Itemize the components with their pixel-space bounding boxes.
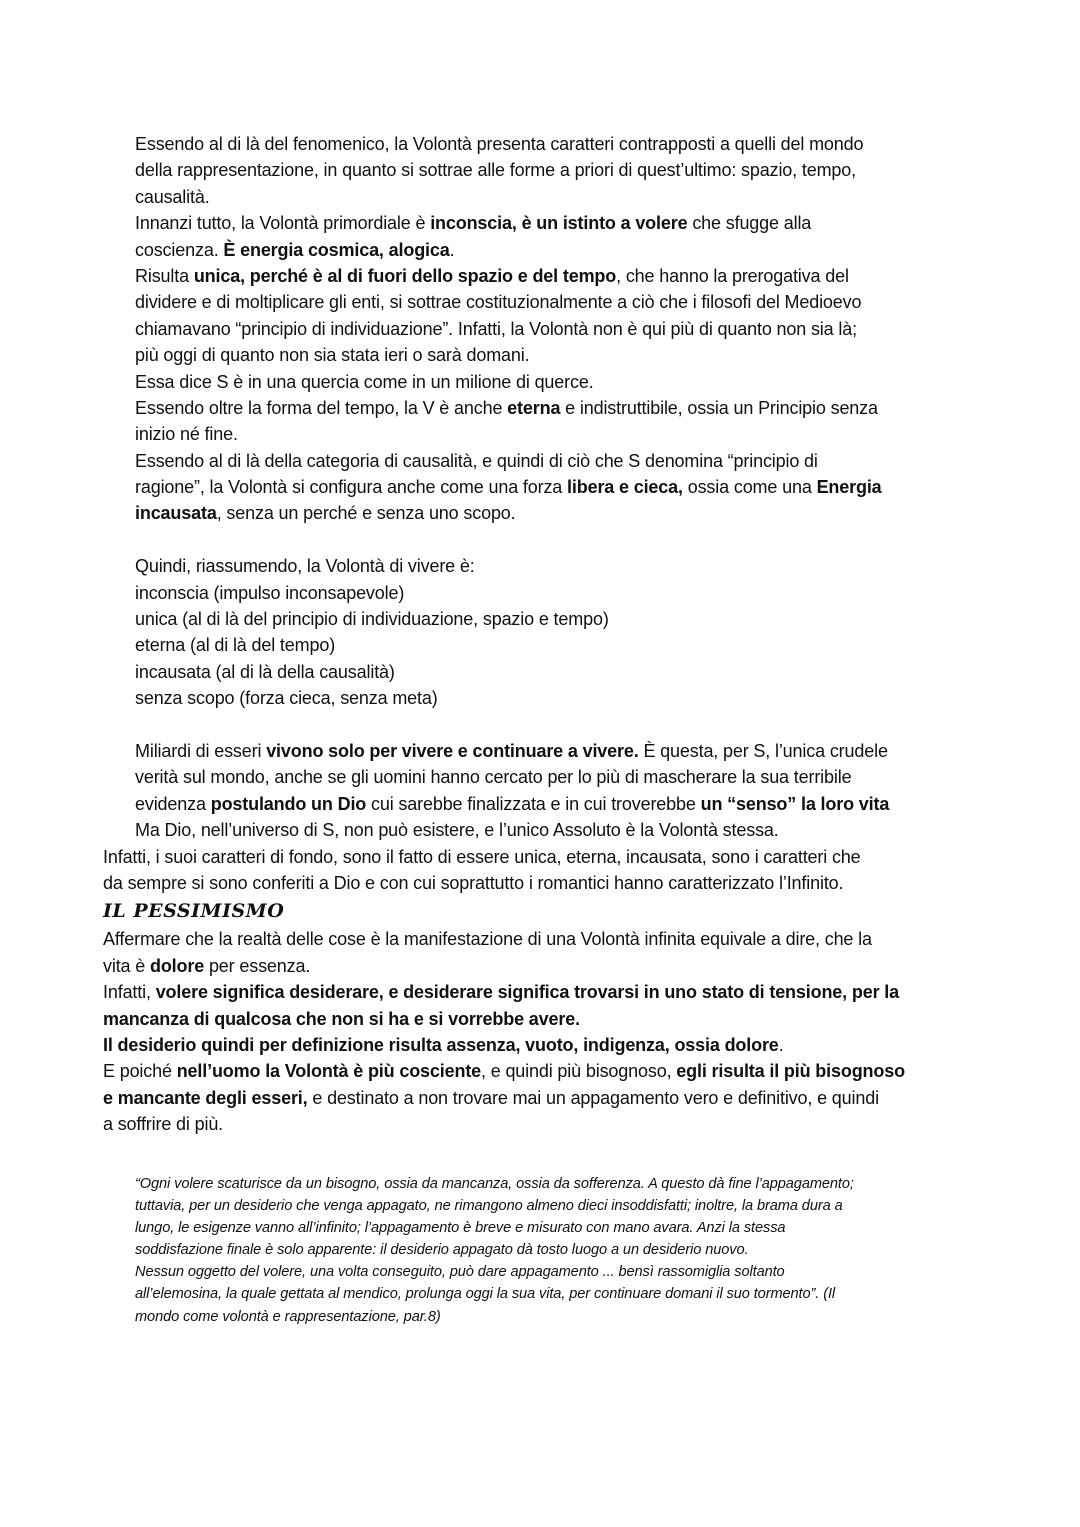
text-line xyxy=(135,342,1080,368)
text-line xyxy=(135,1261,854,1283)
text-line xyxy=(103,1085,1080,1111)
bold-text: un “senso” la loro vita xyxy=(700,793,890,814)
text: Essa dice S è in una quercia come in un milione di querce. xyxy=(135,371,594,392)
text: Nessun oggetto del volere, una volta conseguito, può dare appagamento ... bensì rassomiglia soltanto xyxy=(135,1264,785,1281)
text: unica (al di là del principio di individuazione, spazio e tempo) xyxy=(135,609,609,630)
text: della rappresentazione, in quanto si sottrae alle forme a priori di quest’ultimo: spazio, tempo, xyxy=(135,160,856,181)
text: dividere e di moltiplicare gli enti, si sottrae costituzionalmente a ciò che i filosofi del Medioevo xyxy=(135,292,862,313)
text: E poiché xyxy=(103,1061,177,1082)
spacer xyxy=(0,712,1080,738)
text: a soffrire di più. xyxy=(103,1114,224,1135)
text: , e quindi più bisognoso, xyxy=(481,1061,677,1082)
text-line xyxy=(135,791,1080,817)
text-line xyxy=(135,500,1080,526)
bold-text: È energia cosmica, alogica xyxy=(223,239,450,260)
text-line xyxy=(135,421,1080,447)
paragraph-volonta-caratteri xyxy=(0,131,1080,527)
bold-text: unica, perché è al di fuori dello spazio e del tempo xyxy=(193,265,617,286)
text-line xyxy=(135,263,1080,289)
bold-text: incausata xyxy=(135,503,217,524)
paragraph-caratteri-di-fondo xyxy=(0,844,1080,897)
text: Innanzi tutto, la Volontà primordiale è xyxy=(135,213,431,234)
text-line xyxy=(135,1195,854,1217)
text: eterna (al di là del tempo) xyxy=(135,635,336,656)
text: “Ogni volere scaturisce da un bisogno, ossia da mancanza, ossia da sofferenza. A questo dà fine l’appagamento; xyxy=(135,1176,854,1192)
text: inconscia (impulso inconsapevole) xyxy=(135,582,405,603)
text: Risulta xyxy=(135,265,194,286)
text: che sfugge alla xyxy=(687,213,812,234)
text: verità sul mondo, anche se gli uomini hanno cercato per lo più di mascherare la sua terribile xyxy=(135,767,852,788)
text-line xyxy=(135,553,1080,579)
text: all’elemosina, la quale gettata al mendico, prolunga oggi la sua vita, per continuare domani il suo tormento”. (Il xyxy=(135,1286,836,1303)
text: . xyxy=(778,1034,784,1055)
text-line xyxy=(135,1306,854,1328)
text: da sempre si sono conferiti a Dio e con cui soprattutto i romantici hanno caratterizzato l’Infinito. xyxy=(103,872,844,893)
text: e destinato a non trovare mai un appagamento vero e definitivo, e quindi xyxy=(307,1087,879,1108)
bold-text: dolore xyxy=(149,955,205,976)
text: cui sarebbe finalizzata e in cui troverebbe xyxy=(366,793,701,814)
bold-text: inconscia, è un istinto a volere xyxy=(430,213,688,234)
text: , che hanno la prerogativa del xyxy=(616,265,849,286)
paragraph-riassunto xyxy=(0,553,1080,711)
bold-text: Il desiderio quindi per definizione risulta assenza, vuoto, indigenza, ossia dolore xyxy=(103,1034,779,1055)
paragraph-pessimismo xyxy=(0,926,1080,1137)
text: evidenza xyxy=(135,793,211,814)
text: lungo, le esigenze vanno all’infinito; l’appagamento è breve e misurato con mano avara. Anzi la stessa xyxy=(135,1220,786,1237)
text: Essendo al di là della categoria di causalità, e quindi di ciò che S denomina “principio di xyxy=(135,450,818,471)
text: mondo come volontà e rappresentazione, par.8) xyxy=(135,1308,441,1325)
text-line xyxy=(103,1006,1080,1032)
text-line xyxy=(135,184,1080,210)
text-line xyxy=(103,870,1080,896)
bold-text: mancanza di qualcosa che non si ha e si vorrebbe avere. xyxy=(103,1008,580,1029)
text: . xyxy=(449,239,455,260)
text: per essenza. xyxy=(204,955,311,976)
text: Miliardi di esseri xyxy=(135,740,267,761)
text-line xyxy=(135,474,1080,500)
text-line xyxy=(135,237,1080,263)
text-line xyxy=(135,764,1080,790)
text-line xyxy=(135,1239,854,1261)
text: Ma Dio, nell’universo di S, non può esistere, e l’unico Assoluto è la Volontà stessa. xyxy=(135,820,779,841)
text-line xyxy=(135,157,1080,183)
bold-text: e mancante degli esseri, xyxy=(103,1087,308,1108)
text: incausata (al di là della causalità) xyxy=(135,661,395,682)
text-line xyxy=(103,953,1080,979)
text-line xyxy=(135,369,1080,395)
text-line xyxy=(135,316,1080,342)
text-line xyxy=(135,210,1080,236)
text: , senza un perché e senza uno scopo. xyxy=(216,503,516,524)
text-line xyxy=(135,738,1080,764)
text-line xyxy=(103,1111,1080,1137)
text-line xyxy=(135,817,1080,843)
text: chiamavano “principio di individuazione”. Infatti, la Volontà non è qui più di quanto non sia là; xyxy=(135,318,857,339)
text: Essendo oltre la forma del tempo, la V è anche xyxy=(135,397,508,418)
text-line xyxy=(135,685,1080,711)
text-line xyxy=(103,926,1080,952)
text: vita è xyxy=(103,955,150,976)
quotation-block xyxy=(135,1173,854,1328)
text-line xyxy=(135,1217,854,1239)
bold-text: libera e cieca, xyxy=(567,477,683,498)
text-line xyxy=(103,979,1080,1005)
text-line xyxy=(135,395,1080,421)
section-heading-pessimismo: IL PESSIMISMO xyxy=(103,900,285,923)
text-line xyxy=(103,844,1080,870)
text-line xyxy=(103,1032,1080,1058)
bold-text: eterna xyxy=(507,397,561,418)
text: senza scopo (forza cieca, senza meta) xyxy=(135,688,438,709)
paragraph-miliardi-di-esseri xyxy=(0,738,1080,844)
text-line xyxy=(135,1173,854,1195)
text-line xyxy=(103,1058,1080,1084)
text: causalità. xyxy=(135,186,210,207)
text-line xyxy=(135,606,1080,632)
text-line xyxy=(135,580,1080,606)
bold-text: vivono solo per vivere e continuare a vivere. xyxy=(266,740,639,761)
text-line xyxy=(135,448,1080,474)
text-line xyxy=(135,632,1080,658)
text-line xyxy=(135,1283,854,1305)
text: ragione”, la Volontà si configura anche come una forza xyxy=(135,477,568,498)
text: tuttavia, per un desiderio che venga appagato, ne rimangono almeno dieci insoddisfatti; inoltre, la brama dura a xyxy=(135,1198,843,1215)
text: ossia come una xyxy=(682,477,817,498)
text: più oggi di quanto non sia stata ieri o sarà domani. xyxy=(135,345,530,366)
text: Infatti, i suoi caratteri di fondo, sono il fatto di essere unica, eterna, incausata, sono i caratteri che xyxy=(103,846,861,867)
text-line xyxy=(135,131,1080,157)
text: Essendo al di là del fenomenico, la Volontà presenta caratteri contrapposti a quelli del mondo xyxy=(135,134,864,154)
bold-text: volere significa desiderare, e desiderare significa trovarsi in uno stato di tensione, per la xyxy=(155,982,899,1003)
spacer xyxy=(0,527,1080,553)
text: Affermare che la realtà delle cose è la manifestazione di una Volontà infinita equivale a dire, che la xyxy=(103,929,872,950)
text-line xyxy=(135,659,1080,685)
text: e indistruttibile, ossia un Principio senza xyxy=(560,397,878,418)
bold-text: egli risulta il più bisognoso xyxy=(676,1061,905,1082)
text: È questa, per S, l’unica crudele xyxy=(638,740,888,761)
text: Quindi, riassumendo, la Volontà di vivere è: xyxy=(135,556,475,577)
document-page xyxy=(0,131,1080,1137)
bold-text: nell’uomo la Volontà è più cosciente xyxy=(176,1061,482,1082)
text: soddisfazione finale è solo apparente: il desiderio appagato dà tosto luogo a un desiderio nuovo. xyxy=(135,1242,749,1259)
text: coscienza. xyxy=(135,239,224,260)
text: Infatti, xyxy=(103,982,156,1003)
bold-text: Energia xyxy=(816,477,882,498)
text: inizio né fine. xyxy=(135,424,238,445)
text-line xyxy=(135,289,1080,315)
bold-text: postulando un Dio xyxy=(210,793,367,814)
